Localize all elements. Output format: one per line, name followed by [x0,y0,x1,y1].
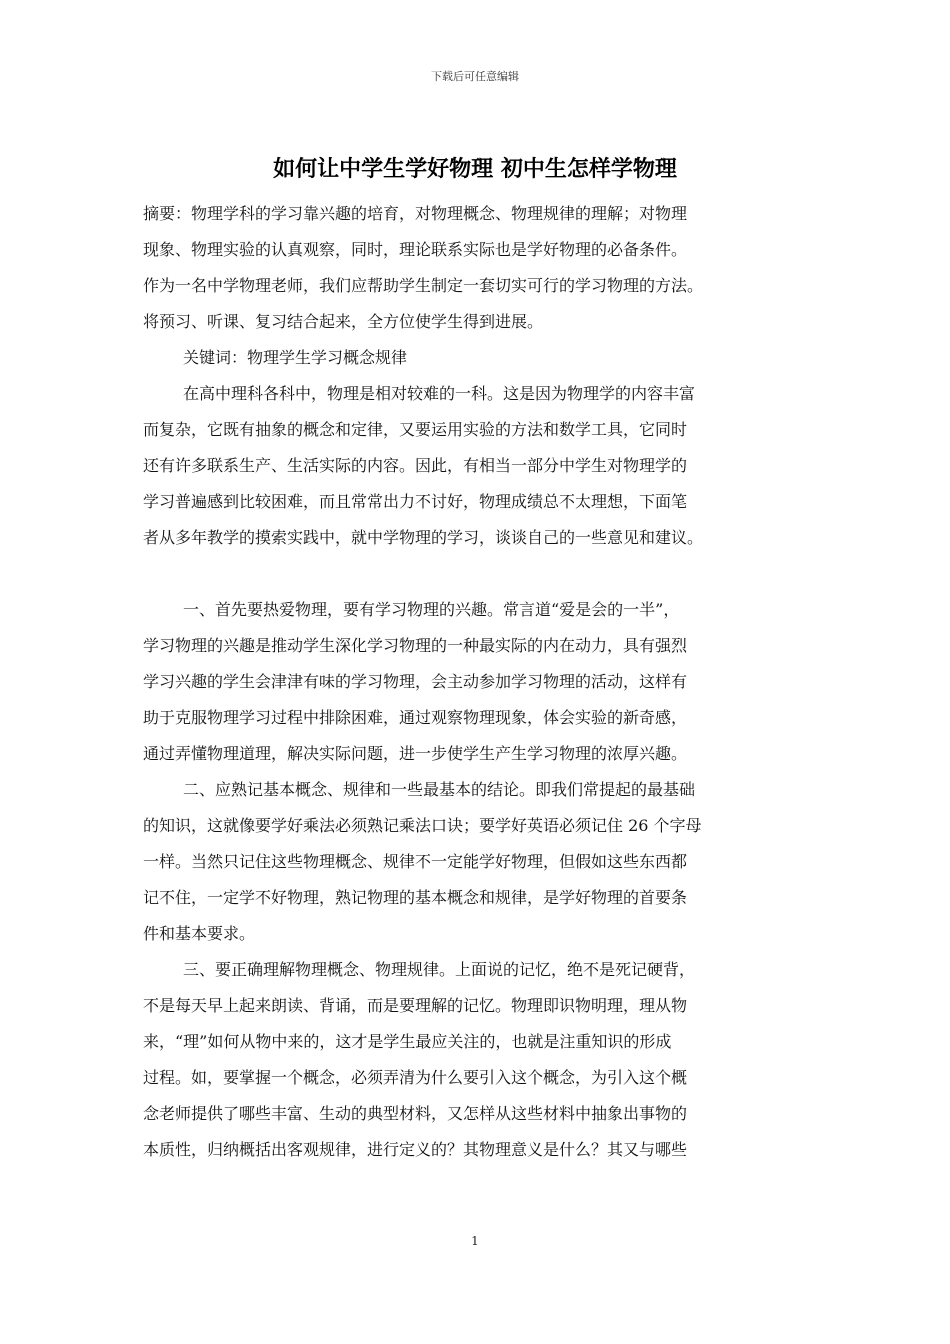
abstract-line: 将预习、听课、复习结合起来，全方位使学生得到进展。 [143,312,544,331]
header-note: 下载后可任意编辑 [431,70,519,83]
section-2-line: 二、应熟记基本概念、规律和一些最基本的结论。即我们常提起的最基础 [183,780,696,799]
paragraph-gap [143,556,818,592]
section-1-line: 学习物理的兴趣是推动学生深化学习物理的一种最实际的内在动力，具有强烈 [143,636,688,655]
keywords-line: 关键词：物理学生学习概念规律 [183,348,408,367]
section-3-paragraph [143,952,818,1168]
section-3-line: 来，“理”如何从物中来的，这才是学生最应关注的，也就是注重知识的形成 [143,1032,672,1051]
section-1-line: 学习兴趣的学生会津津有味的学习物理，会主动参加学习物理的活动，这样有 [143,672,688,691]
section-2-line: 记不住，一定学不好物理，熟记物理的基本概念和规律，是学好物理的首要条 [143,888,688,907]
intro-line: 在高中理科各科中，物理是相对较难的一科。这是因为物理学的内容丰富 [183,384,696,403]
section-1-line: 助于克服物理学习过程中排除困难，通过观察物理现象，体会实验的新奇感， [143,708,688,727]
abstract-line: 摘要：物理学科的学习靠兴趣的培育，对物理概念、物理规律的理解；对物理 [143,204,688,223]
section-2-line: 一样。当然只记住这些物理概念、规律不一定能学好物理，但假如这些东西都 [143,852,688,871]
section-3-line: 三、要正确理解物理概念、物理规律。上面说的记忆，绝不是死记硬背， [183,960,696,979]
section-1-line: 通过弄懂物理道理，解决实际问题，进一步使学生产生学习物理的浓厚兴趣。 [143,744,688,763]
section-3-line: 过程。如，要掌握一个概念，必须弄清为什么要引入这个概念，为引入这个概 [143,1068,688,1087]
intro-line: 者从多年教学的摸索实践中，就中学物理的学习，谈谈自己的一些意见和建议。 [143,528,704,547]
section-3-line: 念老师提供了哪些丰富、生动的典型材料，又怎样从这些材料中抽象出事物的 [143,1104,688,1123]
document-title: 如何让中学生学好物理 初中生怎样学物理 [273,156,677,182]
intro-line: 学习普遍感到比较困难，而且常常出力不讨好，物理成绩总不太理想，下面笔 [143,492,688,511]
section-2-line: 件和基本要求。 [143,924,256,943]
abstract-line: 作为一名中学物理老师，我们应帮助学生制定一套切实可行的学习物理的方法。 [143,276,704,295]
intro-paragraph [143,376,818,556]
abstract-line: 现象、物理实验的认真观察，同时，理论联系实际也是学好物理的必备条件。 [143,240,688,259]
intro-line: 而复杂，它既有抽象的概念和定律，又要运用实验的方法和数学工具，它同时 [143,420,688,439]
section-1-paragraph [143,592,818,772]
abstract-paragraph [143,196,818,340]
section-3-line: 本质性，归纳概括出客观规律，进行定义的？其物理意义是什么？其又与哪些 [143,1140,688,1159]
document-body [143,196,818,1168]
section-1-line: 一、首先要热爱物理，要有学习物理的兴趣。常言道“爱是会的一半”， [183,600,680,619]
section-3-line: 不是每天早上起来朗读、背诵，而是要理解的记忆。物理即识物明理，理从物 [143,996,688,1015]
section-2-line: 的知识，这就像要学好乘法必须熟记乘法口诀；要学好英语必须记住 26 个字母 [143,816,702,835]
intro-line: 还有许多联系生产、生活实际的内容。因此，有相当一部分中学生对物理学的 [143,456,688,475]
section-2-paragraph [143,772,818,952]
page-number: 1 [471,1234,479,1248]
